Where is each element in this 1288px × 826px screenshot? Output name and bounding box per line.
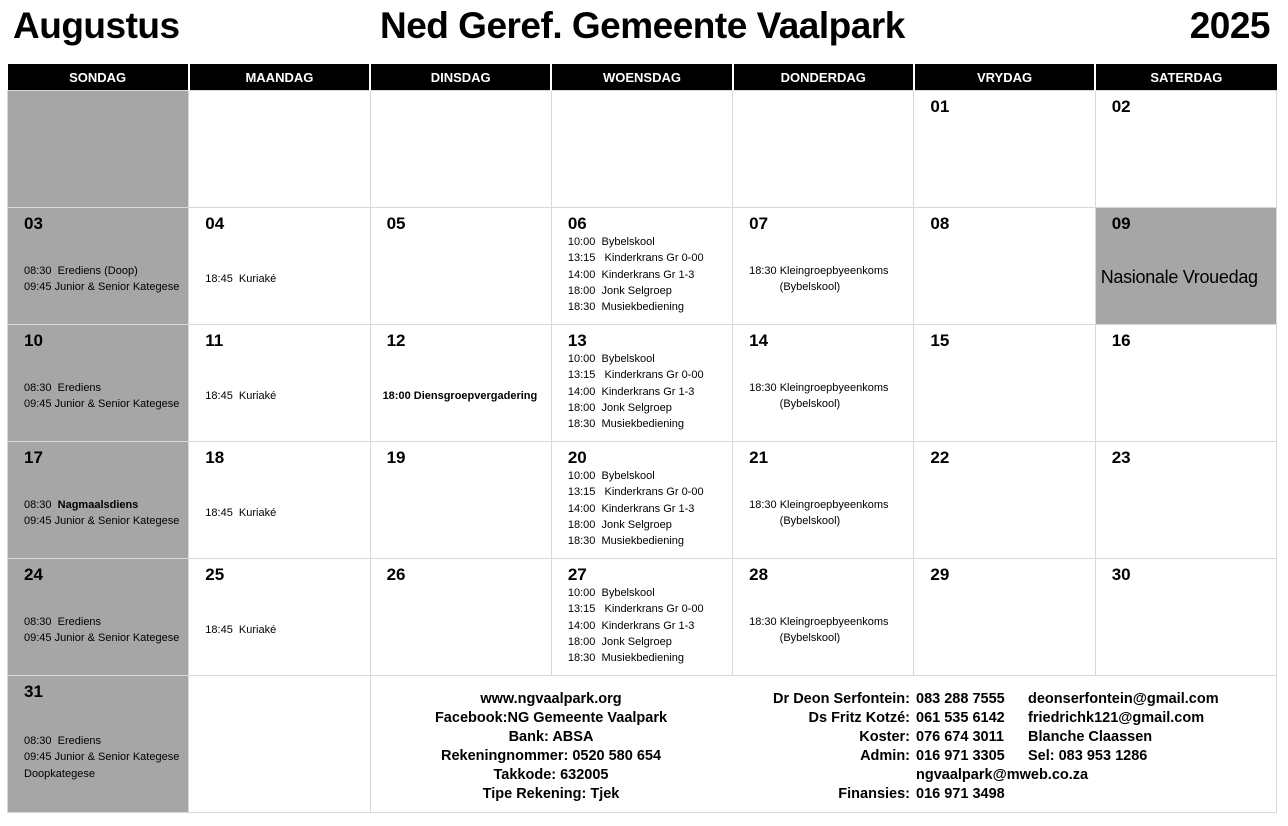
week-row <box>8 442 1277 559</box>
day-number: 23 <box>1111 448 1131 467</box>
day-cell-empty <box>189 676 370 813</box>
day-events: 10:00 Bybelskool 13:15 Kinderkrans Gr 0-00 14:00 Kinderkrans Gr 1-3 18:00 Jonk Selgroep 18:30 Musiekbediening <box>567 353 704 431</box>
contact-extra <box>1176 766 1188 785</box>
day-number: 11 <box>205 331 224 350</box>
contact-row <box>740 747 1219 766</box>
day-events: 18:30 Kleingroepbyeenkoms (Bybelskool) <box>749 265 889 294</box>
day-number: 29 <box>930 565 950 584</box>
day-cell-17 <box>8 442 189 559</box>
day-number: 03 <box>24 214 43 233</box>
week-row <box>8 91 1277 208</box>
day-cell-empty <box>733 91 914 208</box>
day-events: 10:00 Bybelskool 13:15 Kinderkrans Gr 0-00 14:00 Kinderkrans Gr 1-3 18:00 Jonk Selgroep 18:30 Musiekbediening <box>567 587 704 665</box>
contact-extra: Sel: 083 953 1286 <box>1028 748 1148 764</box>
contact-label: Koster: <box>859 729 910 745</box>
day-cell-09 <box>1095 208 1276 325</box>
contact-extra <box>1016 785 1028 804</box>
holiday-label: Nasionale Vrouedag <box>1100 267 1258 287</box>
contact-label <box>740 766 910 785</box>
church-info-line: Bank: ABSA <box>508 729 594 745</box>
day-number: 12 <box>386 331 406 350</box>
day-cell-12 <box>370 325 551 442</box>
day-cell-23 <box>1095 442 1276 559</box>
contact-row <box>740 728 1219 747</box>
day-cell-13 <box>551 325 732 442</box>
day-cell-empty <box>8 91 189 208</box>
day-number: 30 <box>1111 565 1131 584</box>
contact-phone: 061 535 6142 <box>916 710 1005 726</box>
week-row <box>8 559 1277 676</box>
day-cell-08 <box>914 208 1095 325</box>
weekday-header-dinsdag: DINSDAG <box>370 64 551 91</box>
day-cell-28 <box>733 559 914 676</box>
day-events: 08:30 Nagmaalsdiens 09:45 Junior & Senior Kategese <box>24 499 180 528</box>
day-events: 08:30 Erediens 09:45 Junior & Senior Kategese <box>24 382 180 411</box>
day-cell-02 <box>1095 91 1276 208</box>
day-cell-03 <box>8 208 189 325</box>
contact-phone: 016 971 3305 <box>916 748 1005 764</box>
day-cell-empty <box>189 91 370 208</box>
day-events: 18:45 Kuriaké <box>205 273 277 285</box>
day-cell-16 <box>1095 325 1276 442</box>
contact-label: Dr Deon Serfontein: <box>773 691 910 707</box>
day-cell-14 <box>733 325 914 442</box>
contact-phone: 016 971 3498 <box>916 786 1005 802</box>
day-cell-04 <box>189 208 370 325</box>
day-cell-05 <box>370 208 551 325</box>
day-events: 18:30 Kleingroepbyeenkoms (Bybelskool) <box>749 616 889 645</box>
week-row <box>8 208 1277 325</box>
contact-phone: 083 288 7555 <box>916 691 1005 707</box>
day-cell-21 <box>733 442 914 559</box>
contact-extra: friedrichk121@gmail.com <box>1028 710 1205 726</box>
day-cell-26 <box>370 559 551 676</box>
day-number: 19 <box>386 448 406 467</box>
contact-extra: deonserfontein@gmail.com <box>1028 691 1219 707</box>
day-cell-24 <box>8 559 189 676</box>
day-events: 18:30 Kleingroepbyeenkoms (Bybelskool) <box>749 382 889 411</box>
day-events: 08:30 Erediens 09:45 Junior & Senior Kategese Doopkategese <box>24 735 180 780</box>
day-number: 17 <box>24 448 43 467</box>
day-events: 18:30 Kleingroepbyeenkoms (Bybelskool) <box>749 499 889 528</box>
day-number: 31 <box>24 682 43 701</box>
day-number: 09 <box>1111 214 1131 233</box>
contact-phone: ngvaalpark@mweb.co.za <box>916 767 1089 783</box>
day-event: 18:00 Diensgroepvergadering <box>382 390 538 402</box>
day-events: 08:30 Erediens 09:45 Junior & Senior Kategese <box>24 616 180 645</box>
day-cell-06 <box>551 208 732 325</box>
day-cell-empty <box>551 91 732 208</box>
day-number: 02 <box>1111 97 1131 116</box>
weekday-header-vrydag: VRYDAG <box>914 64 1095 91</box>
day-cell-25 <box>189 559 370 676</box>
day-number: 16 <box>1111 331 1131 350</box>
weekday-header-row <box>8 64 1277 91</box>
day-cell-empty <box>370 91 551 208</box>
day-number: 22 <box>930 448 950 467</box>
day-events: 18:45 Kuriaké <box>205 390 277 402</box>
day-cell-10 <box>8 325 189 442</box>
day-cell-01 <box>914 91 1095 208</box>
day-number: 28 <box>749 565 769 584</box>
month-title: Augustus <box>13 5 180 46</box>
day-number: 05 <box>386 214 406 233</box>
contact-row <box>740 785 1219 804</box>
day-cell-22 <box>914 442 1095 559</box>
day-events: 10:00 Bybelskool 13:15 Kinderkrans Gr 0-00 14:00 Kinderkrans Gr 1-3 18:00 Jonk Selgroep 18:30 Musiekbediening <box>567 236 704 314</box>
day-number: 15 <box>930 331 950 350</box>
day-cell-15 <box>914 325 1095 442</box>
staff-contact-info <box>740 690 1219 804</box>
church-name-title: Ned Geref. Gemeente Vaalpark <box>380 5 905 46</box>
weekday-header-saterdag: SATERDAG <box>1095 64 1276 91</box>
day-number: 14 <box>749 331 769 350</box>
day-number: 20 <box>567 448 587 467</box>
contact-label: Finansies: <box>838 786 910 802</box>
church-info-line: www.ngvaalpark.org <box>480 691 622 707</box>
day-events: 18:45 Kuriaké <box>205 507 277 519</box>
contact-label: Ds Fritz Kotzé: <box>808 710 910 726</box>
day-number: 04 <box>205 214 225 233</box>
day-number: 08 <box>930 214 950 233</box>
church-info-line: Rekeningnommer: 0520 580 654 <box>440 748 662 764</box>
day-events: 08:30 Erediens (Doop) 09:45 Junior & Senior Kategese <box>24 265 180 294</box>
day-number: 21 <box>749 448 769 467</box>
church-info-line: Facebook:NG Gemeente Vaalpark <box>434 710 668 726</box>
day-cell-30 <box>1095 559 1276 676</box>
day-cell-27 <box>551 559 732 676</box>
day-number: 01 <box>930 97 950 116</box>
day-cell-18 <box>189 442 370 559</box>
weekday-header-maandag: MAANDAG <box>189 64 370 91</box>
day-number: 27 <box>567 565 587 584</box>
church-info-line: Tipe Rekening: Tjek <box>482 786 620 802</box>
contact-row <box>740 766 1219 785</box>
day-number: 07 <box>749 214 769 233</box>
day-number: 06 <box>567 214 587 233</box>
weekday-header-woensdag: WOENSDAG <box>551 64 732 91</box>
contact-row <box>740 690 1219 709</box>
church-contact-info <box>370 690 732 804</box>
day-cell-29 <box>914 559 1095 676</box>
day-cell-20 <box>551 442 732 559</box>
weekday-header-sondag: SONDAG <box>8 64 189 91</box>
day-number: 18 <box>205 448 225 467</box>
day-cell-19 <box>370 442 551 559</box>
church-info-line: Takkode: 632005 <box>493 767 609 783</box>
day-cell-11 <box>189 325 370 442</box>
contact-phone: 076 674 3011 <box>916 729 1004 745</box>
day-events: 18:45 Kuriaké <box>205 624 277 636</box>
weekday-header-donderdag: DONDERDAG <box>733 64 914 91</box>
day-number: 13 <box>567 331 587 350</box>
day-cell-31 <box>8 676 189 813</box>
week-row <box>8 325 1277 442</box>
contact-label: Admin: <box>860 748 910 764</box>
day-events: 10:00 Bybelskool 13:15 Kinderkrans Gr 0-00 14:00 Kinderkrans Gr 1-3 18:00 Jonk Selgroep 18:30 Musiekbediening <box>567 470 704 548</box>
day-number: 25 <box>205 565 225 584</box>
day-number: 24 <box>24 565 43 584</box>
day-number: 10 <box>24 331 43 350</box>
contact-row <box>740 709 1219 728</box>
day-number: 26 <box>386 565 406 584</box>
day-cell-07 <box>733 208 914 325</box>
year-title: 2025 <box>1189 5 1270 46</box>
contact-extra: Blanche Claassen <box>1028 729 1153 745</box>
